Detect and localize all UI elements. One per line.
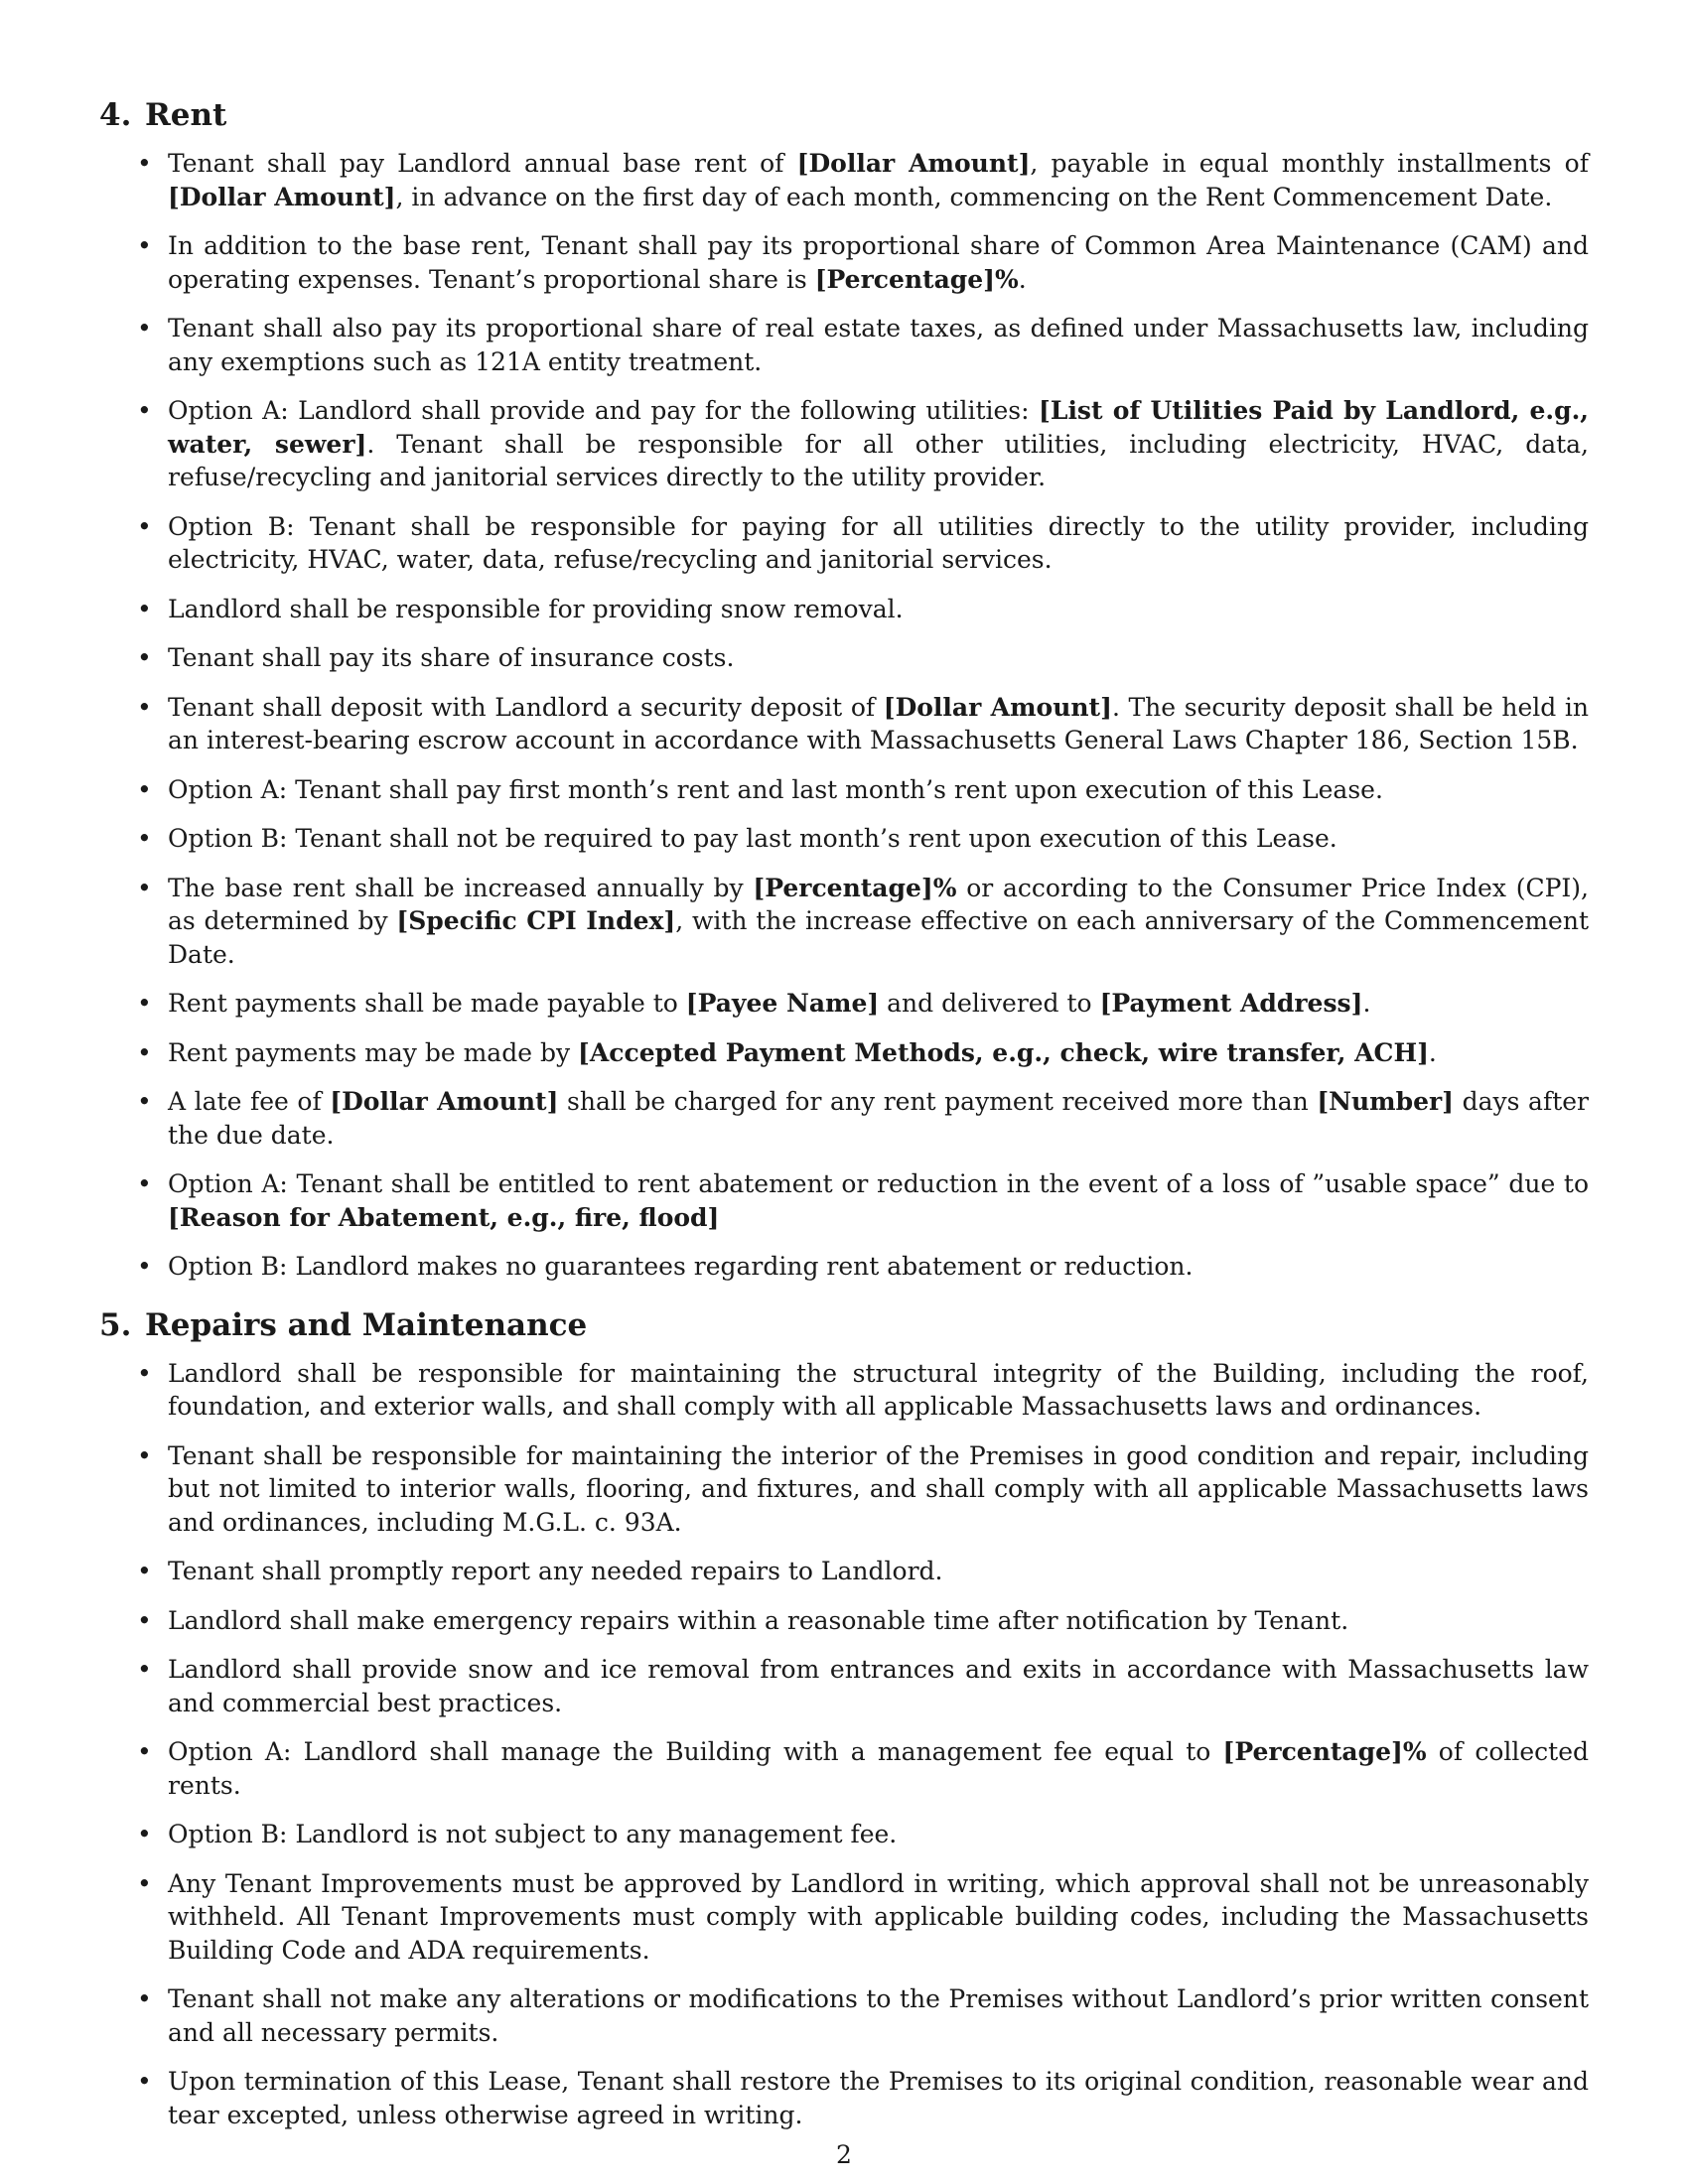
clause-text: Option A: Landlord shall provide and pay for the following utilities: [168, 396, 1040, 425]
rent-clause-list [99, 147, 1589, 1284]
page-number: 2 [836, 2140, 852, 2169]
list-item [99, 1867, 1589, 1968]
clause-text: shall be charged for any rent payment received more than [558, 1087, 1318, 1116]
list-item [99, 872, 1589, 972]
clause-text: Landlord shall be responsible for providing snow removal. [168, 594, 904, 623]
section-heading-rent [99, 95, 1589, 135]
clause-text: days after the due date. [168, 1087, 1589, 1150]
list-item [99, 1357, 1589, 1424]
clause-text: Tenant shall pay Landlord annual base rent of [168, 149, 797, 178]
clause-text: Option A: Tenant shall pay first month’s rent and last month’s rent upon execution of this Lease. [168, 774, 1383, 804]
list-item [99, 1250, 1589, 1284]
clause-text: Option B: Landlord makes no guarantees regarding rent abatement or reduction. [168, 1252, 1194, 1281]
document-body [99, 95, 1589, 2153]
list-item [99, 641, 1589, 675]
clause-text: or according to the Consumer Price Index (CPI), as determined by [168, 873, 1589, 935]
clause-text: Rent payments shall be made payable to [168, 989, 686, 1018]
repairs-clause-list [99, 1357, 1589, 2132]
clause-text: , payable in equal monthly installments of [1030, 149, 1589, 178]
list-item [99, 1036, 1589, 1070]
clause-text: Option B: Tenant shall be responsible for paying for all utilities directly to the utility provider, including electricity, HVAC, water, data, refuse/recycling and janitorial services. [168, 511, 1589, 574]
list-item [99, 987, 1589, 1021]
clause-text: . [1362, 989, 1371, 1018]
clause-text: Option A: Landlord shall manage the Building with a management fee equal to [168, 1737, 1223, 1766]
clause-text: , with the increase effective on each anniversary of the Commencement Date. [168, 906, 1589, 969]
list-item [99, 147, 1589, 213]
clause-text: and delivered to [879, 989, 1100, 1018]
placeholder-field: [Number] [1317, 1087, 1455, 1116]
list-item [99, 1604, 1589, 1638]
clause-text: Option A: Tenant shall be entitled to rent abatement or reduction in the event of a loss of ”usable space” due to [168, 1169, 1589, 1198]
list-item [99, 2065, 1589, 2131]
list-item [99, 1735, 1589, 1802]
placeholder-field: [Accepted Payment Methods, e.g., check, wire transfer, ACH] [578, 1037, 1429, 1067]
clause-text: Rent payments may be made by [168, 1037, 579, 1067]
clause-text: . [1018, 264, 1027, 294]
clause-text: Landlord shall make emergency repairs within a reasonable time after notification by Tenant. [168, 1605, 1349, 1635]
placeholder-field: [Specific CPI Index] [396, 906, 676, 935]
clause-text: . The security deposit shall be held in an interest-bearing escrow account in accordance with Massachusetts General Laws Chapter 186, Section 15B. [168, 692, 1589, 754]
placeholder-field: [Percentage]% [814, 264, 1019, 294]
clause-text: , in advance on the first day of each month, commencing on the Rent Commencement Date. [395, 182, 1553, 211]
clause-text: Upon termination of this Lease, Tenant shall restore the Premises to its original condition, reasonable wear and tear excepted, unless otherwise agreed in writing. [168, 2067, 1589, 2129]
clause-text: Option B: Tenant shall not be required to pay last month’s rent upon execution of this Lease. [168, 824, 1337, 853]
clause-text: Tenant shall not make any alterations or modifications to the Premises without Landlord’s prior written consent and all necessary permits. [168, 1984, 1589, 2047]
placeholder-field: [Reason for Abatement, e.g., fire, flood] [168, 1202, 720, 1232]
list-item [99, 1555, 1589, 1588]
placeholder-field: [Percentage]% [753, 873, 957, 902]
clause-text: Option B: Landlord is not subject to any management fee. [168, 1820, 898, 1848]
list-item [99, 822, 1589, 856]
clause-text: Tenant shall deposit with Landlord a security deposit of [168, 692, 884, 722]
list-item [99, 1982, 1589, 2049]
list-item [99, 773, 1589, 807]
section-number: 4. [99, 97, 132, 133]
list-item [99, 312, 1589, 378]
clause-text: . [1428, 1037, 1437, 1067]
clause-text: of collected rents. [168, 1737, 1590, 1800]
section-heading-repairs [99, 1305, 1589, 1345]
placeholder-field: [Payment Address] [1099, 989, 1363, 1018]
clause-text: Tenant shall also pay its proportional share of real estate taxes, as defined under Massachusetts law, including any exemptions such as 121A entity treatment. [168, 314, 1589, 376]
list-item [99, 1653, 1589, 1719]
clause-text: Landlord shall provide snow and ice removal from entrances and exits in accordance with Massachusetts law and commercial best practices. [168, 1655, 1589, 1717]
clause-text: Tenant shall pay its share of insurance costs. [168, 643, 735, 672]
placeholder-field: [Percentage]% [1222, 1737, 1427, 1766]
section-number: 5. [99, 1306, 132, 1343]
placeholder-field: [List of Utilities Paid by Landlord, e.g., water, sewer] [168, 396, 1589, 459]
placeholder-field: [Payee Name] [685, 989, 880, 1018]
placeholder-field: [Dollar Amount] [330, 1087, 559, 1116]
clause-text: In addition to the base rent, Tenant shall pay its proportional share of Common Area Maintenance (CAM) and operating expenses. Tenant’s proportional share is [168, 231, 1589, 294]
clause-text: Tenant shall promptly report any needed repairs to Landlord. [168, 1557, 943, 1585]
list-item [99, 1439, 1589, 1540]
clause-text: Landlord shall be responsible for maintaining the structural integrity of the Building, including the roof, foundation, and exterior walls, and shall comply with all applicable Massachusetts laws and ordinances. [168, 1358, 1589, 1421]
list-item [99, 510, 1589, 577]
clause-text: The base rent shall be increased annually by [168, 873, 754, 902]
placeholder-field: [Dollar Amount] [883, 692, 1112, 722]
list-item [99, 1085, 1589, 1152]
clause-text: . Tenant shall be responsible for all other utilities, including electricity, HVAC, data, refuse/recycling and janitorial services directly to the utility provider. [168, 429, 1589, 491]
clause-text: A late fee of [168, 1087, 331, 1116]
placeholder-field: [Dollar Amount] [796, 149, 1031, 178]
list-item [99, 1167, 1589, 1234]
list-item [99, 394, 1589, 494]
placeholder-field: [Dollar Amount] [168, 182, 396, 211]
section-title: Rent [145, 97, 227, 133]
section-title: Repairs and Maintenance [145, 1306, 588, 1343]
clause-text: Any Tenant Improvements must be approved by Landlord in writing, which approval shall not be unreasonably withheld. All Tenant Improvements must comply with applicable building codes, including the Massachusetts Building Code and ADA requirements. [168, 1868, 1589, 1965]
list-item [99, 1818, 1589, 1851]
list-item [99, 691, 1589, 757]
clause-text: Tenant shall be responsible for maintaining the interior of the Premises in good condition and repair, including but not limited to interior walls, flooring, and fixtures, and shall comply with all applicable Massachusetts laws and ordinances, including M.G.L. c. 93A. [168, 1440, 1589, 1537]
list-item [99, 593, 1589, 626]
list-item [99, 229, 1589, 296]
